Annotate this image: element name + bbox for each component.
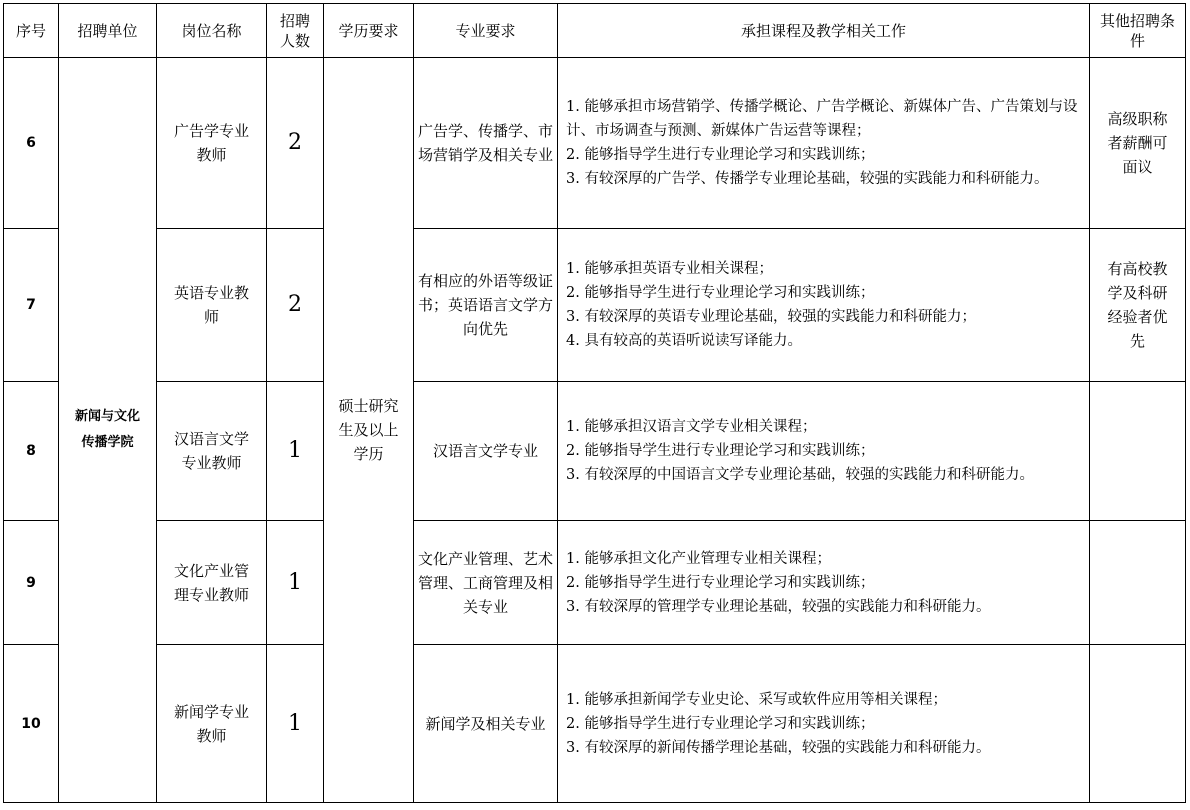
- other-cell: [1090, 521, 1186, 645]
- duty-line: 1. 能够承担英语专业相关课程；: [566, 261, 773, 277]
- duty-line: 1. 能够承担新闻学专业史论、采写或软件应用等相关课程；: [566, 691, 947, 708]
- duty-line: 1. 能够承担文化产业管理专业相关课程；: [566, 550, 831, 567]
- seq-cell: 10: [4, 645, 59, 803]
- duty-line: 3. 有较深厚的中国语言文学专业理论基础，较强的实践能力和科研能力。: [566, 467, 1034, 483]
- table-row: [4, 382, 1186, 521]
- count-cell: 2: [267, 229, 324, 382]
- header-count: 招聘人数: [267, 4, 324, 58]
- recruitment-table-container: [3, 3, 1186, 803]
- header-unit: 招聘单位: [59, 4, 157, 58]
- duty-line: 3. 有较深厚的英语专业理论基础，较强的实践能力和科研能力；: [566, 309, 976, 325]
- duty-line: 2. 能够指导学生进行专业理论学习和实践训练；: [566, 285, 875, 301]
- major-cell: 有相应的外语等级证书；英语语言文学方向优先: [414, 229, 558, 382]
- duty-line: 3. 有较深厚的管理学专业理论基础，较强的实践能力和科研能力。: [566, 598, 991, 615]
- table-row: [4, 521, 1186, 645]
- other-cell: [1090, 382, 1186, 521]
- table-row: [4, 645, 1186, 803]
- header-row: [4, 4, 1186, 58]
- seq-cell: 7: [4, 229, 59, 382]
- duty-line: 1. 能够承担市场营销学、传播学概论、广告学概论、新媒体广告、广告策划与设计、市场调查与预测、新媒体广告运营等课程；: [566, 99, 1078, 139]
- duties-cell: [558, 229, 1090, 382]
- other-cell: 有高校教学及科研经验者优先: [1090, 229, 1186, 382]
- count-cell: 1: [267, 382, 324, 521]
- seq-cell: 6: [4, 58, 59, 229]
- duty-line: 2. 能够指导学生进行专业理论学习和实践训练；: [566, 443, 875, 459]
- position-cell: 新闻学专业教师: [157, 645, 267, 803]
- duty-line: 2. 能够指导学生进行专业理论学习和实践训练；: [566, 147, 875, 163]
- header-position: 岗位名称: [157, 4, 267, 58]
- major-cell: 广告学、传播学、市场营销学及相关专业: [414, 58, 558, 229]
- header-education: 学历要求: [324, 4, 414, 58]
- position-cell: 文化产业管理专业教师: [157, 521, 267, 645]
- position-cell: 英语专业教师: [157, 229, 267, 382]
- header-major: 专业要求: [414, 4, 558, 58]
- recruitment-table: [3, 3, 1186, 803]
- duty-line: 1. 能够承担汉语言文学专业相关课程；: [566, 419, 817, 435]
- duties-cell: [558, 382, 1090, 521]
- duties-cell: [558, 58, 1090, 229]
- other-cell: 高级职称者薪酬可面议: [1090, 58, 1186, 229]
- education-cell: 硕士研究生及以上学历: [324, 58, 414, 803]
- duty-line: 4. 具有较高的英语听说读写译能力。: [566, 333, 802, 349]
- duty-line: 3. 有较深厚的新闻传播学理论基础，较强的实践能力和科研能力。: [566, 739, 991, 756]
- duties-cell: [558, 645, 1090, 803]
- position-cell: 广告学专业教师: [157, 58, 267, 229]
- major-cell: 新闻学及相关专业: [414, 645, 558, 803]
- seq-cell: 8: [4, 382, 59, 521]
- position-cell: 汉语言文学专业教师: [157, 382, 267, 521]
- table-row: [4, 58, 1186, 229]
- seq-cell: 9: [4, 521, 59, 645]
- header-seq: 序号: [4, 4, 59, 58]
- duty-line: 3. 有较深厚的广告学、传播学专业理论基础，较强的实践能力和科研能力。: [566, 171, 1049, 187]
- count-cell: 1: [267, 645, 324, 803]
- count-cell: 2: [267, 58, 324, 229]
- header-duties: 承担课程及教学相关工作: [558, 4, 1090, 58]
- other-cell: [1090, 645, 1186, 803]
- header-other: 其他招聘条件: [1090, 4, 1186, 58]
- major-cell: 文化产业管理、艺术管理、工商管理及相关专业: [414, 521, 558, 645]
- table-row: [4, 229, 1186, 382]
- unit-cell: 新闻与文化传播学院: [59, 58, 157, 803]
- duties-cell: [558, 521, 1090, 645]
- duty-line: 2. 能够指导学生进行专业理论学习和实践训练；: [566, 715, 875, 732]
- count-cell: 1: [267, 521, 324, 645]
- major-cell: 汉语言文学专业: [414, 382, 558, 521]
- duty-line: 2. 能够指导学生进行专业理论学习和实践训练；: [566, 574, 875, 591]
